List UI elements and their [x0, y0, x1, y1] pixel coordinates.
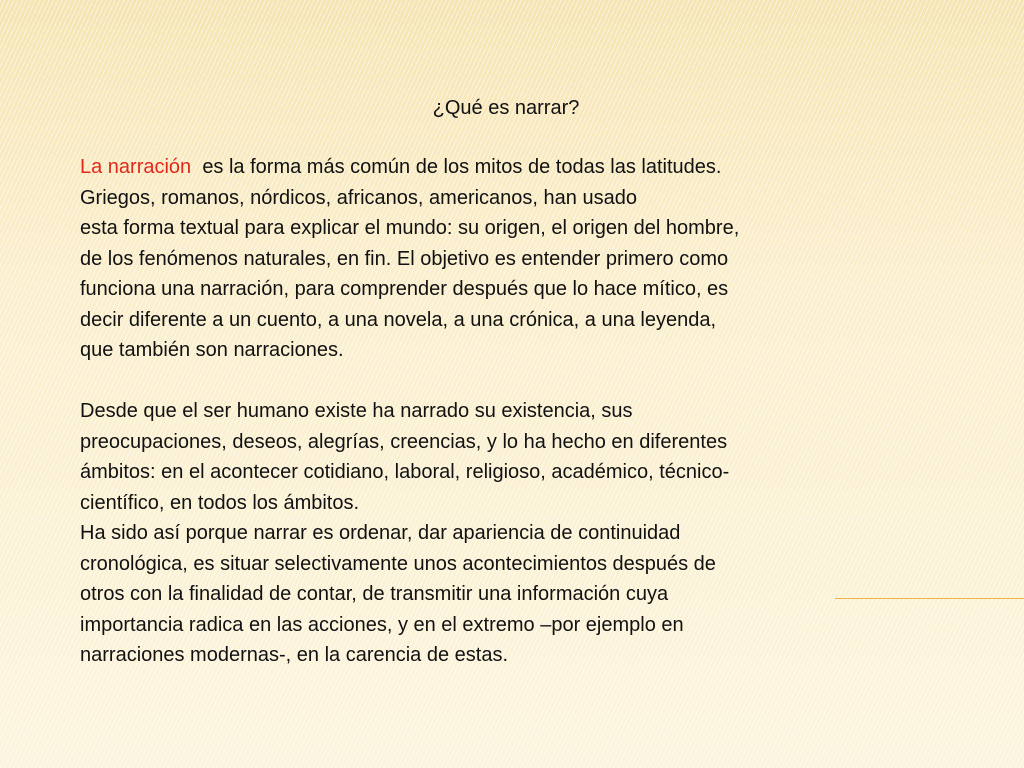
- paragraph-2-line-4: científico, en todos los ámbitos.: [80, 491, 360, 514]
- paragraph-3-line-5: narraciones modernas-, en la carencia de estas.: [80, 644, 509, 666]
- paragraph-1-line-2: Griegos, romanos, nórdicos, africanos, americanos, han usado: [80, 186, 637, 209]
- paragraph-3-line-3: otros con la finalidad de contar, de transmitir una información cuya: [80, 583, 669, 605]
- paragraph-1-line-7: que también son narraciones.: [80, 339, 344, 361]
- paragraph-1-line-1-text: es la forma más común de los mitos de todas las latitudes.: [202, 156, 722, 178]
- paragraph-1-line-1: [80, 152, 930, 183]
- slide-title: ¿Qué es narrar?: [432, 97, 580, 119]
- highlighted-term: La narración: [80, 156, 192, 178]
- paragraph-1-line-5: funciona una narración, para comprender después que lo hace mítico, es: [80, 278, 729, 300]
- paragraph-spacer: [80, 366, 930, 397]
- paragraph-3-line-4: importancia radica en las acciones, y en el extremo –por ejemplo en: [80, 613, 684, 636]
- slide-body: [80, 152, 930, 671]
- paragraph-1-line-3: esta forma textual para explicar el mundo: su origen, el origen del hombre,: [80, 217, 740, 239]
- paragraph-2-line-1: Desde que el ser humano existe ha narrado su existencia, sus: [80, 400, 633, 422]
- paragraph-2-line-3: ámbitos: en el acontecer cotidiano, laboral, religioso, académico, técnico-: [80, 461, 730, 483]
- paragraph-3-line-2: cronológica, es situar selectivamente unos acontecimientos después de: [80, 552, 716, 575]
- paragraph-1-line-6: decir diferente a un cuento, a una novela, a una crónica, a una leyenda,: [80, 308, 717, 331]
- paragraph-1-line-4: de los fenómenos naturales, en fin. El objetivo es entender primero como: [80, 247, 729, 270]
- paragraph-2-line-2: preocupaciones, deseos, alegrías, creencias, y lo ha hecho en diferentes: [80, 430, 728, 453]
- paragraph-3-line-1: Ha sido así porque narrar es ordenar, dar apariencia de continuidad: [80, 522, 681, 544]
